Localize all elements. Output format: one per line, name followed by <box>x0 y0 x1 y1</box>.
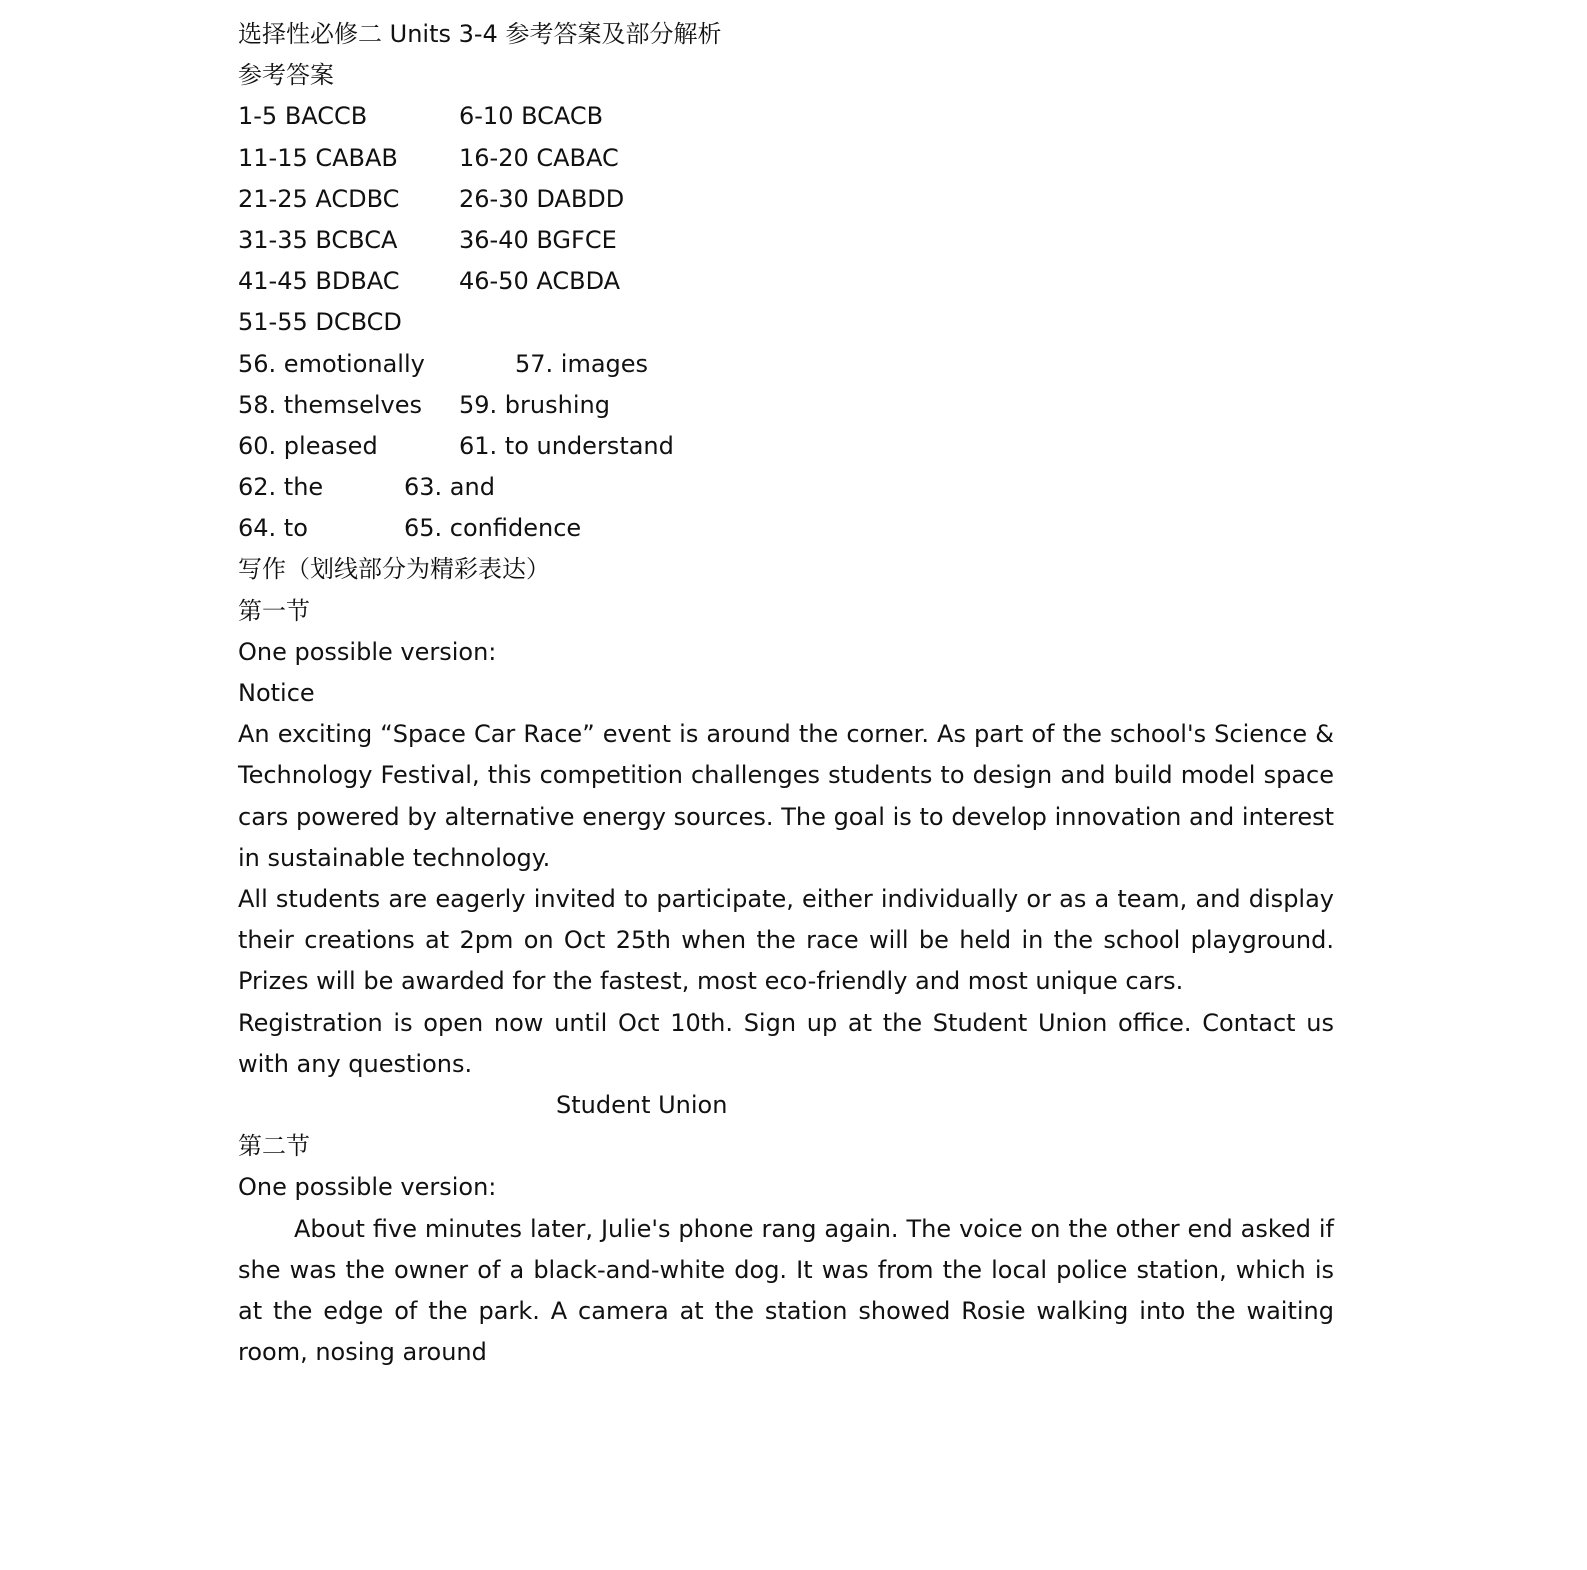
answer-row <box>238 385 1334 426</box>
answer-item: 63. and <box>404 473 495 502</box>
answer-row <box>238 426 1334 467</box>
answer-row <box>238 467 1334 508</box>
answer-item: 60. pleased <box>238 431 378 460</box>
answer-group: 6-10 BCACB <box>459 102 604 131</box>
section-one-label: 第一节 <box>238 596 310 625</box>
answer-row <box>238 220 1334 261</box>
notice-paragraph: All students are eagerly invited to participate, either individually or as a team, and display their creations at 2pm on Oct 25th when the race will be held in the school playground. Prizes will be awarded for the fastest, most eco-friendly and most unique cars. <box>238 885 1334 996</box>
answer-item: 62. the <box>238 473 324 502</box>
answer-group: 51-55 DCBCD <box>238 308 402 337</box>
document-page <box>238 14 1334 1373</box>
fill-in-answers <box>238 344 1334 550</box>
notice-title: Notice <box>238 679 315 707</box>
story-paragraph: About five minutes later, Julie's phone rang again. The voice on the other end asked if she was the owner of a black-and-white dog. It was from the local police station, which is at the edge of the park. A camera at the station showed Rosie walking into the waiting room, nosing around <box>238 1214 1334 1367</box>
version-label: One possible version: <box>238 637 497 666</box>
answer-item: 56. emotionally <box>238 349 425 378</box>
answer-row <box>238 344 1334 385</box>
document-title: 选择性必修二 Units 3-4 参考答案及部分解析 <box>238 20 722 48</box>
answer-row <box>238 179 1334 220</box>
answer-group: 36-40 BGFCE <box>459 225 617 254</box>
answer-group: 46-50 ACBDA <box>459 267 621 296</box>
answer-item: 64. to <box>238 514 308 543</box>
answer-item: 59. brushing <box>459 390 610 419</box>
answer-row <box>238 508 1334 549</box>
answer-row <box>238 302 1334 343</box>
answer-group: 16-20 CABAC <box>459 143 619 172</box>
version-label: One possible version: <box>238 1173 497 1202</box>
answer-item: 61. to understand <box>459 431 674 460</box>
writing-heading: 写作（划线部分为精彩表达） <box>238 555 550 584</box>
answer-group: 21-25 ACDBC <box>238 184 400 213</box>
answer-group: 1-5 BACCB <box>238 102 368 131</box>
answer-group: 41-45 BDBAC <box>238 267 400 296</box>
answer-item: 58. themselves <box>238 390 422 419</box>
answers-heading: 参考答案 <box>238 61 334 90</box>
answer-item: 65. confidence <box>404 514 582 543</box>
signature: Student Union <box>556 1091 728 1120</box>
multiple-choice-answers <box>238 96 1334 343</box>
answer-group: 26-30 DABDD <box>459 184 625 213</box>
answer-group: 31-35 BCBCA <box>238 225 398 254</box>
answer-row <box>238 96 1334 137</box>
section-two-label: 第二节 <box>238 1132 310 1161</box>
answer-row <box>238 261 1334 302</box>
notice-paragraph: An exciting “Space Car Race” event is around the corner. As part of the school's Science & Technology Festival, this competition challenges students to design and build model space cars powered by alternative energy sources. The goal is to develop innovation and interest in sustainable technology. <box>238 720 1334 872</box>
answer-group: 11-15 CABAB <box>238 143 398 172</box>
answer-row <box>238 138 1334 179</box>
answer-item: 57. images <box>515 349 649 378</box>
notice-paragraph: Registration is open now until Oct 10th. Sign up at the Student Union office. Contact us with any questions. <box>238 1008 1334 1078</box>
